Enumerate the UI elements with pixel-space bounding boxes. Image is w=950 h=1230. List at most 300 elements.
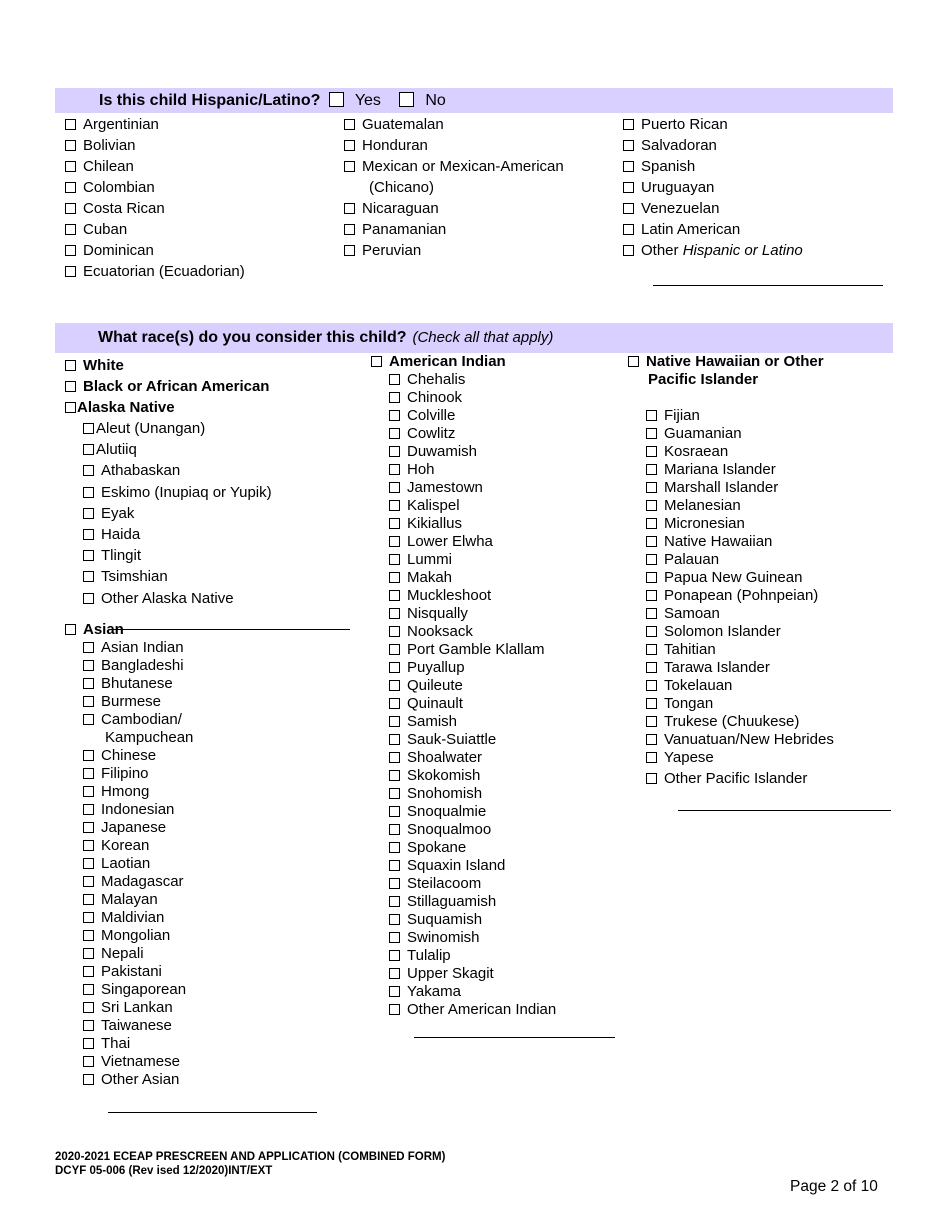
checkbox-label: Taiwanese	[101, 1016, 172, 1034]
asian-option[interactable]	[65, 855, 272, 873]
hispanic-other-option[interactable]	[623, 240, 803, 261]
american-indian-option[interactable]	[371, 803, 556, 821]
asian-option[interactable]	[65, 765, 272, 783]
checkbox-label: Kikiallus	[407, 515, 463, 532]
checkbox[interactable]	[646, 644, 657, 655]
american-indian-option[interactable]	[371, 371, 556, 389]
checkbox[interactable]	[646, 572, 657, 583]
checkbox[interactable]	[628, 356, 639, 367]
checkbox[interactable]	[65, 203, 76, 214]
checkbox[interactable]	[389, 644, 400, 655]
hispanic-option[interactable]	[344, 135, 564, 156]
checkbox[interactable]	[389, 554, 400, 565]
pacific-other-write-line[interactable]	[678, 810, 891, 811]
checkbox[interactable]	[83, 750, 94, 761]
checkbox[interactable]	[83, 571, 94, 582]
checkbox-label: Eskimo (Inupiaq or Yupik)	[101, 483, 272, 501]
form-title: 2020-2021 ECEAP PRESCREEN AND APPLICATION (COMBINED FORM)	[55, 1151, 446, 1163]
pacific-islander-option[interactable]	[628, 713, 834, 731]
asian-option[interactable]	[65, 945, 272, 963]
american-indian-option[interactable]	[371, 515, 556, 533]
checkbox[interactable]	[83, 1056, 94, 1067]
checkbox-label: Mariana Islander	[664, 461, 776, 478]
race-american-indian-option[interactable]	[371, 353, 556, 371]
asian-option[interactable]	[65, 909, 272, 927]
hispanic-option[interactable]	[65, 198, 245, 219]
checkbox[interactable]	[646, 716, 657, 727]
checkbox[interactable]	[646, 464, 657, 475]
race-alaska-native-option[interactable]	[65, 397, 272, 418]
checkbox-label: Kalispel	[407, 497, 460, 514]
american-indian-option[interactable]	[371, 695, 556, 713]
checkbox[interactable]	[646, 410, 657, 421]
checkbox-label: Quinault	[407, 695, 463, 712]
pacific-islander-option[interactable]	[628, 551, 834, 569]
pacific-islander-option[interactable]	[628, 770, 834, 788]
checkbox[interactable]	[83, 930, 94, 941]
checkbox-label: Tlingit	[101, 547, 142, 565]
checkbox[interactable]	[83, 465, 94, 476]
asian-option[interactable]	[65, 819, 272, 837]
checkbox[interactable]	[389, 428, 400, 439]
checkbox[interactable]	[646, 590, 657, 601]
checkbox-label: Nisqually	[407, 605, 468, 622]
asian-option[interactable]	[65, 747, 272, 765]
checkbox[interactable]	[83, 894, 94, 905]
american-indian-option[interactable]	[371, 605, 556, 623]
checkbox[interactable]	[389, 608, 400, 619]
pacific-islander-option[interactable]	[628, 461, 834, 479]
asian-option[interactable]	[65, 837, 272, 855]
american-indian-option[interactable]	[371, 929, 556, 947]
checkbox[interactable]	[83, 858, 94, 869]
checkbox[interactable]	[646, 518, 657, 529]
checkbox-label: Ecuatorian (Ecuadorian)	[83, 263, 245, 280]
checkbox[interactable]	[371, 356, 382, 367]
checkbox[interactable]	[83, 714, 94, 725]
checkbox-label: Native Hawaiian or Other	[646, 353, 824, 370]
checkbox[interactable]	[389, 878, 400, 889]
checkbox-label: Korean	[101, 836, 150, 854]
american-indian-option[interactable]	[371, 767, 556, 785]
checkbox-label: Shoalwater	[407, 749, 483, 766]
hispanic-option[interactable]	[344, 114, 564, 135]
american-indian-option[interactable]	[371, 875, 556, 893]
checkbox[interactable]	[389, 464, 400, 475]
checkbox[interactable]	[83, 876, 94, 887]
checkbox-label: Tulalip	[407, 947, 451, 964]
asian-option[interactable]	[65, 801, 272, 819]
pacific-islander-option[interactable]	[628, 641, 834, 659]
american-indian-option[interactable]	[371, 659, 556, 677]
checkbox[interactable]	[65, 266, 76, 277]
checkbox-label: Honduran	[362, 137, 428, 154]
checkbox[interactable]	[389, 860, 400, 871]
hispanic-option[interactable]	[65, 114, 245, 135]
checkbox-label: Spokane	[407, 839, 467, 856]
checkbox[interactable]	[389, 752, 400, 763]
checkbox[interactable]	[389, 500, 400, 511]
asian-option[interactable]	[65, 1035, 272, 1053]
checkbox-label: Uruguayan	[641, 179, 715, 196]
checkbox-label: Fijian	[664, 407, 700, 424]
checkbox[interactable]	[646, 554, 657, 565]
checkbox-label: Puyallup	[407, 659, 465, 676]
american-indian-option[interactable]	[371, 965, 556, 983]
pacific-islander-option[interactable]	[628, 731, 834, 749]
asian-option[interactable]	[65, 711, 272, 729]
checkbox[interactable]	[623, 182, 634, 193]
american-indian-option[interactable]	[371, 857, 556, 875]
checkbox[interactable]	[389, 806, 400, 817]
hispanic-option[interactable]	[623, 198, 803, 219]
checkbox-label: Palauan	[664, 551, 720, 568]
checkbox[interactable]	[389, 824, 400, 835]
asian-option[interactable]	[65, 783, 272, 801]
checkbox[interactable]	[389, 914, 400, 925]
checkbox[interactable]	[389, 770, 400, 781]
hispanic-column-2	[344, 114, 564, 261]
pacific-islander-option[interactable]	[628, 497, 834, 515]
pacific-islander-option[interactable]	[628, 677, 834, 695]
hispanic-other-write-line[interactable]	[653, 285, 883, 286]
american-indian-option[interactable]	[371, 983, 556, 1001]
american-indian-option[interactable]	[371, 749, 556, 767]
checkbox[interactable]	[83, 984, 94, 995]
checkbox-label: Squaxin Island	[407, 857, 506, 874]
checkbox[interactable]	[83, 768, 94, 779]
hispanic-option[interactable]	[623, 177, 803, 198]
american-indian-option[interactable]	[371, 533, 556, 551]
pacific-islander-option[interactable]	[628, 443, 834, 461]
checkbox[interactable]	[646, 428, 657, 439]
asian-option[interactable]	[65, 891, 272, 909]
checkbox[interactable]	[389, 950, 400, 961]
checkbox[interactable]	[83, 593, 94, 604]
american-indian-option[interactable]	[371, 641, 556, 659]
hispanic-option[interactable]	[344, 198, 564, 219]
race-black-option[interactable]	[65, 376, 272, 397]
checkbox[interactable]	[83, 660, 94, 671]
checkbox[interactable]	[646, 752, 657, 763]
checkbox-label: Makah	[407, 569, 453, 586]
hispanic-option[interactable]	[623, 219, 803, 240]
race-white-option[interactable]	[65, 355, 272, 376]
race-pacific-islander-option[interactable]	[628, 353, 834, 371]
checkbox[interactable]	[389, 590, 400, 601]
pacific-islander-option[interactable]	[628, 749, 834, 767]
checkbox[interactable]	[83, 804, 94, 815]
checkbox[interactable]	[83, 822, 94, 833]
checkbox[interactable]	[65, 119, 76, 130]
checkbox[interactable]	[389, 842, 400, 853]
asian-option[interactable]	[65, 927, 272, 945]
checkbox-label: Cuban	[83, 221, 128, 238]
checkbox-label: Bhutanese	[101, 674, 173, 692]
american-indian-option[interactable]	[371, 551, 556, 569]
asian-option[interactable]	[65, 693, 272, 711]
hispanic-yes-checkbox[interactable]	[329, 92, 344, 107]
alaska-native-option[interactable]	[65, 503, 272, 524]
american-indian-option[interactable]	[371, 893, 556, 911]
checkbox-label: Other	[641, 242, 679, 259]
pacific-islander-option[interactable]	[628, 407, 834, 425]
checkbox[interactable]	[65, 381, 76, 392]
checkbox[interactable]	[389, 626, 400, 637]
hispanic-option[interactable]	[65, 261, 245, 282]
checkbox[interactable]	[65, 161, 76, 172]
pacific-islander-option[interactable]	[628, 695, 834, 713]
checkbox-label: Pakistani	[101, 962, 162, 980]
checkbox-label: Colombian	[83, 179, 155, 196]
checkbox[interactable]	[389, 662, 400, 673]
checkbox[interactable]	[389, 680, 400, 691]
checkbox[interactable]	[389, 986, 400, 997]
hispanic-option[interactable]	[623, 135, 803, 156]
asian-option[interactable]	[65, 675, 272, 693]
checkbox-label: Samoan	[664, 605, 720, 622]
checkbox[interactable]	[83, 1002, 94, 1013]
hispanic-question: Is this child Hispanic/Latino?	[99, 92, 321, 109]
checkbox[interactable]	[344, 140, 355, 151]
checkbox-label: Black or African American	[83, 378, 270, 395]
checkbox-label: Costa Rican	[83, 200, 165, 217]
checkbox[interactable]	[646, 446, 657, 457]
asian-option[interactable]	[65, 1071, 272, 1089]
checkbox[interactable]	[65, 182, 76, 193]
checkbox[interactable]	[646, 608, 657, 619]
checkbox[interactable]	[83, 1038, 94, 1049]
american-indian-option[interactable]	[371, 425, 556, 443]
checkbox[interactable]	[389, 698, 400, 709]
asian-option[interactable]	[65, 963, 272, 981]
spacer	[65, 609, 272, 621]
asian-other-write-line[interactable]	[108, 1112, 317, 1113]
checkbox-label: Vietnamese	[101, 1052, 180, 1070]
hispanic-column-3	[623, 114, 803, 261]
checkbox-label: Dominican	[83, 242, 154, 259]
checkbox[interactable]	[83, 966, 94, 977]
spacer	[628, 389, 834, 407]
checkbox[interactable]	[646, 500, 657, 511]
checkbox[interactable]	[389, 536, 400, 547]
checkbox[interactable]	[83, 550, 94, 561]
hispanic-no-checkbox[interactable]	[399, 92, 414, 107]
checkbox-label: Marshall Islander	[664, 479, 779, 496]
checkbox-label: Asian	[83, 620, 124, 638]
american-indian-option[interactable]	[371, 677, 556, 695]
checkbox[interactable]	[344, 224, 355, 235]
pacific-islander-option[interactable]	[628, 515, 834, 533]
checkbox[interactable]	[623, 161, 634, 172]
hispanic-option[interactable]	[65, 219, 245, 240]
checkbox[interactable]	[65, 140, 76, 151]
checkbox[interactable]	[65, 224, 76, 235]
checkbox[interactable]	[389, 572, 400, 583]
checkbox[interactable]	[646, 734, 657, 745]
checkbox-label: Eyak	[101, 504, 135, 522]
checkbox[interactable]	[389, 896, 400, 907]
alaska-native-option[interactable]	[65, 439, 272, 460]
alaska-native-option[interactable]	[65, 418, 272, 439]
checkbox[interactable]	[646, 626, 657, 637]
asian-option[interactable]	[65, 999, 272, 1017]
checkbox[interactable]	[623, 119, 634, 130]
checkbox[interactable]	[83, 786, 94, 797]
asian-option[interactable]	[65, 873, 272, 891]
checkbox[interactable]	[389, 734, 400, 745]
checkbox[interactable]	[646, 662, 657, 673]
checkbox[interactable]	[83, 696, 94, 707]
american-indian-option[interactable]	[371, 1001, 556, 1019]
hispanic-no-label: No	[425, 92, 446, 109]
checkbox[interactable]	[389, 932, 400, 943]
hispanic-option[interactable]	[344, 240, 564, 261]
asian-option[interactable]	[65, 1017, 272, 1035]
checkbox[interactable]	[65, 402, 76, 413]
checkbox[interactable]	[65, 624, 76, 635]
checkbox[interactable]	[646, 482, 657, 493]
checkbox[interactable]	[646, 698, 657, 709]
checkbox[interactable]	[646, 536, 657, 547]
american-indian-option[interactable]	[371, 623, 556, 641]
checkbox[interactable]	[83, 1074, 94, 1085]
checkbox[interactable]	[389, 482, 400, 493]
checkbox-label: Nooksack	[407, 623, 473, 640]
hispanic-option[interactable]	[344, 156, 564, 177]
checkbox[interactable]	[65, 245, 76, 256]
checkbox[interactable]	[344, 119, 355, 130]
checkbox[interactable]	[83, 840, 94, 851]
alaska-native-option[interactable]	[65, 482, 272, 503]
american-indian-option[interactable]	[371, 731, 556, 749]
hispanic-column-1	[65, 114, 245, 282]
pacific-islander-option[interactable]	[628, 569, 834, 587]
checkbox[interactable]	[389, 518, 400, 529]
checkbox[interactable]	[344, 245, 355, 256]
hispanic-option[interactable]	[65, 177, 245, 198]
pacific-islander-option[interactable]	[628, 605, 834, 623]
checkbox[interactable]	[389, 788, 400, 799]
pacific-islander-option[interactable]	[628, 479, 834, 497]
checkbox[interactable]	[646, 680, 657, 691]
checkbox[interactable]	[389, 410, 400, 421]
checkbox-label: Bangladeshi	[101, 656, 184, 674]
checkbox-label: Bolivian	[83, 137, 136, 154]
checkbox-label: Solomon Islander	[664, 623, 781, 640]
race-question: What race(s) do you consider this child?	[98, 329, 407, 346]
checkbox[interactable]	[389, 968, 400, 979]
pacific-islander-option[interactable]	[628, 659, 834, 677]
american-indian-option[interactable]	[371, 947, 556, 965]
alaska-native-option[interactable]	[65, 460, 272, 481]
checkbox[interactable]	[623, 140, 634, 151]
american-indian-option[interactable]	[371, 587, 556, 605]
checkbox[interactable]	[344, 203, 355, 214]
checkbox[interactable]	[65, 360, 76, 371]
checkbox[interactable]	[83, 642, 94, 653]
checkbox-label: Hoh	[407, 461, 435, 478]
checkbox[interactable]	[83, 912, 94, 923]
hispanic-header	[55, 88, 893, 113]
checkbox[interactable]	[646, 773, 657, 784]
american-indian-option[interactable]	[371, 911, 556, 929]
american-indian-option[interactable]	[371, 497, 556, 515]
american-indian-option[interactable]	[371, 407, 556, 425]
checkbox[interactable]	[389, 716, 400, 727]
checkbox[interactable]	[623, 203, 634, 214]
asian-option[interactable]	[65, 657, 272, 675]
checkbox-label: Trukese (Chuukese)	[664, 713, 800, 730]
american-indian-option[interactable]	[371, 785, 556, 803]
hispanic-option[interactable]	[344, 219, 564, 240]
checkbox[interactable]	[83, 678, 94, 689]
asian-option[interactable]	[65, 639, 272, 657]
american-indian-other-write-line[interactable]	[414, 1037, 615, 1038]
checkbox[interactable]	[623, 245, 634, 256]
checkbox[interactable]	[344, 161, 355, 172]
checkbox[interactable]	[83, 423, 94, 434]
pacific-islander-option[interactable]	[628, 425, 834, 443]
checkbox-label: Singaporean	[101, 980, 187, 998]
checkbox-label: Port Gamble Klallam	[407, 641, 545, 658]
checkbox[interactable]	[389, 374, 400, 385]
hispanic-option[interactable]	[65, 240, 245, 261]
alaska-native-option[interactable]	[65, 524, 272, 545]
checkbox-label: Snoqualmie	[407, 803, 487, 820]
hispanic-option[interactable]	[65, 156, 245, 177]
pacific-islander-option[interactable]	[628, 587, 834, 605]
american-indian-option[interactable]	[371, 479, 556, 497]
checkbox-label: Colville	[407, 407, 456, 424]
alaska-native-option[interactable]	[65, 566, 272, 587]
pacific-islander-option[interactable]	[628, 533, 834, 551]
hispanic-option[interactable]	[623, 114, 803, 135]
checkbox[interactable]	[83, 529, 94, 540]
checkbox-label: Alaska Native	[77, 399, 175, 416]
hispanic-option[interactable]	[65, 135, 245, 156]
american-indian-option[interactable]	[371, 389, 556, 407]
checkbox[interactable]	[389, 446, 400, 457]
checkbox[interactable]	[623, 224, 634, 235]
alaska-other-write-line[interactable]	[112, 629, 350, 630]
checkbox-label: Other Alaska Native	[101, 589, 234, 607]
alaska-native-option[interactable]	[65, 588, 272, 609]
american-indian-option[interactable]	[371, 839, 556, 857]
american-indian-option[interactable]	[371, 443, 556, 461]
american-indian-option[interactable]	[371, 821, 556, 839]
american-indian-option[interactable]	[371, 461, 556, 479]
checkbox[interactable]	[83, 508, 94, 519]
hispanic-option[interactable]	[623, 156, 803, 177]
checkbox[interactable]	[83, 948, 94, 959]
checkbox-label: Quileute	[407, 677, 463, 694]
alaska-native-option[interactable]	[65, 545, 272, 566]
asian-option[interactable]	[65, 1053, 272, 1071]
checkbox-label: Maldivian	[101, 908, 165, 926]
checkbox[interactable]	[83, 444, 94, 455]
checkbox[interactable]	[389, 1004, 400, 1015]
checkbox[interactable]	[83, 487, 94, 498]
checkbox-label: Yakama	[407, 983, 461, 1000]
checkbox[interactable]	[389, 392, 400, 403]
checkbox-label: Guamanian	[664, 425, 742, 442]
pacific-islander-option[interactable]	[628, 623, 834, 641]
asian-option[interactable]	[65, 981, 272, 999]
american-indian-option[interactable]	[371, 569, 556, 587]
american-indian-option[interactable]	[371, 713, 556, 731]
checkbox[interactable]	[83, 1020, 94, 1031]
